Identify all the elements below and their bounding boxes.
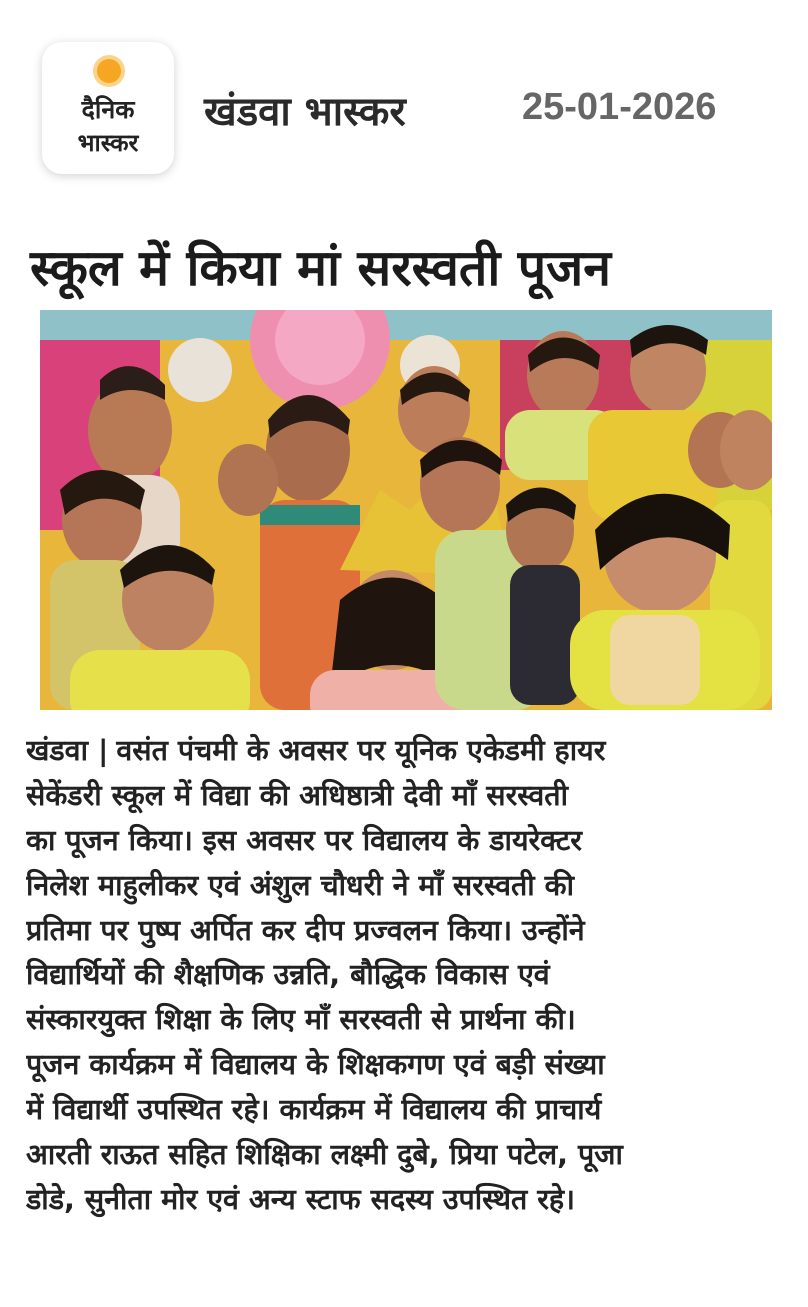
article-line: प्रतिमा पर पुष्प अर्पित कर दीप प्रज्वलन किया। उन्होंने [26, 912, 585, 947]
logo-text-bhaskar: भास्कर [77, 129, 139, 157]
article-dateline: खंडवा | [26, 733, 109, 767]
article-line: आरती राऊत सहित शिक्षिका लक्ष्मी दुबे, प्रिया पटेल, पूजा [26, 1137, 623, 1172]
article-photo[interactable] [40, 310, 772, 710]
article-line: विद्यार्थियों की शैक्षणिक उन्नति, बौद्धिक विकास एवं [26, 957, 550, 992]
article-line: संस्कारयुक्त शिक्षा के लिए माँ सरस्वती से प्रार्थना की। [26, 1002, 576, 1037]
photo-children-saraswati-puja [40, 310, 772, 710]
edition-title: खंडवा भास्कर [204, 89, 406, 135]
article-line: का पूजन किया। इस अवसर पर विद्यालय के डायरेक्टर [26, 822, 582, 857]
logo-text-dainik: दैनिक [81, 95, 135, 124]
article-line: सेकेंडरी स्कूल में विद्या की अधिष्ठात्री देवी माँ सरस्वती [26, 777, 568, 812]
page-header [0, 0, 808, 200]
sun-icon [92, 54, 126, 88]
article-line: में विद्यार्थी उपस्थित रहे। कार्यक्रम में विद्यालय की प्राचार्य [26, 1092, 602, 1127]
article-line [26, 728, 780, 773]
article-line: डोडे, सुनीता मोर एवं अन्य स्टाफ सदस्य उपस्थित रहे। [26, 1181, 575, 1216]
article-line: निलेश माहुलीकर एवं अंशुल चौधरी ने माँ सरस्वती की [26, 867, 575, 902]
dainik-bhaskar-logo[interactable] [42, 42, 174, 174]
article-body [26, 728, 780, 1222]
article-line: पूजन कार्यक्रम में विद्यालय के शिक्षकगण एवं बड़ी संख्या [26, 1047, 605, 1082]
edition-date: 25-01-2026 [522, 86, 717, 128]
article-headline: स्कूल में किया मां सरस्वती पूजन [30, 239, 612, 297]
article-line-text: वसंत पंचमी के अवसर पर यूनिक एकेडमी हायर [116, 733, 606, 767]
